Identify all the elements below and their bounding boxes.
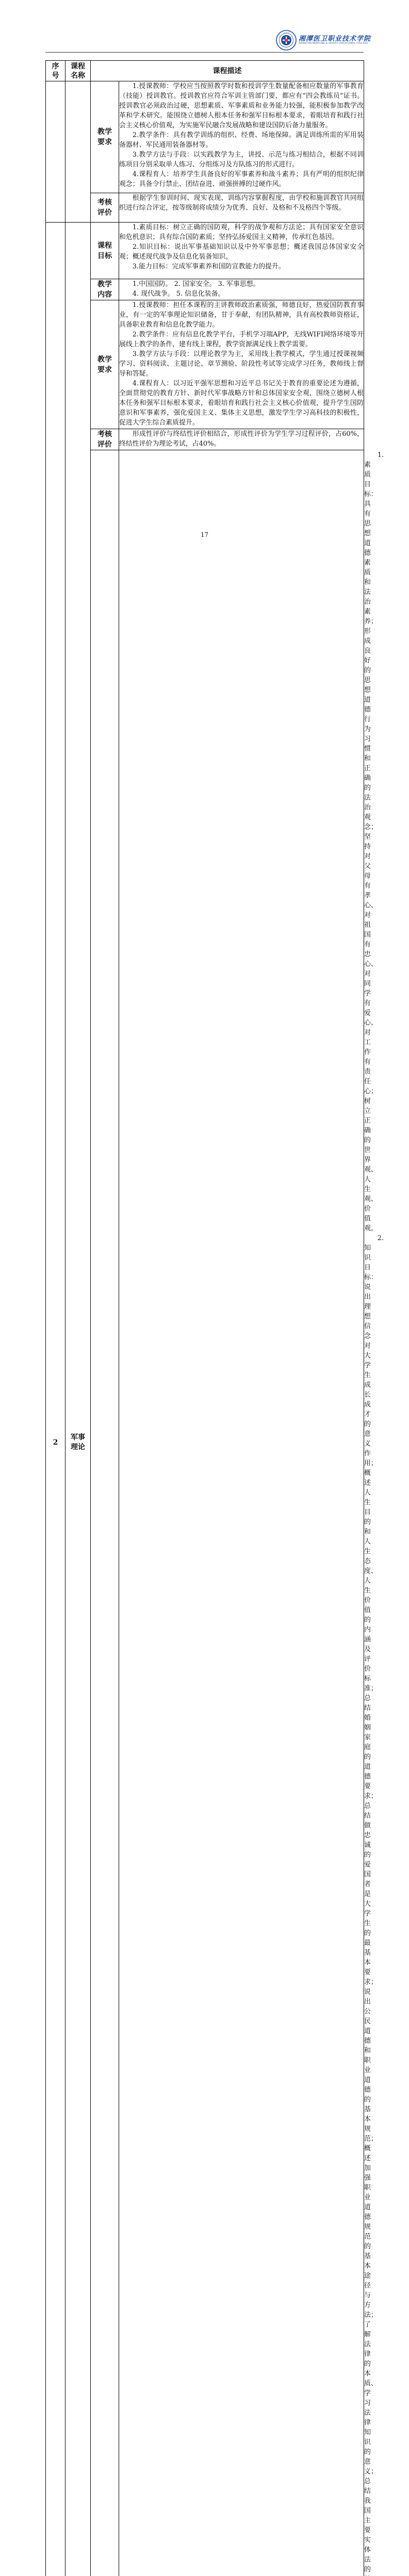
course-name-cell: [119, 450, 364, 2576]
school-name-cn: 湘潭医卫职业技术学院: [299, 33, 371, 43]
row-description: 1.授课教师：担任本课程的主讲教师政治素质强，师德良好，热爱国防教育事业，有一定的军事理论知识储备，甘于奉献，有团队精神，具有高校教师资格证，具备职业教育和信息化教学能力。 2.教学条件：应有信息化教学平台，手机学习端APP，无线WIFI网络环境等开展线上教学的条件，建有线上课程，教学资源满足线上教学需要。 3.教学方法与手段：以理论教学为主，采用线上教学模式，学生通过授课视频学习、资料阅读、主题讨论、章节测验、阶段性考试等完成学习任务，教师线上督导和答疑。 4.课程育人：以习近平强军思想和习近平总书记关于教育的重要论述为遵循，全面贯彻党的教育方针、新时代军事战略方针和总体国家安全观，围绕立德树人根本任务和强军目标根本要求，着眼培育和践行社会主义核心价值观，提升学生国防意识和军事素养，强化爱国主义、集体主义思想，激发学生学习高科技的积极性，促进大学生综合素质提升。: [119, 300, 364, 429]
course-number-cell: [91, 450, 119, 2576]
course-number-cell: [46, 81, 66, 223]
course-table: [45, 60, 364, 2576]
row-label: 考核 评价: [91, 429, 119, 450]
row-label: 教学 要求: [91, 81, 119, 193]
header-course-name: 课程 名称: [66, 61, 91, 81]
table-row: [46, 279, 364, 300]
table-row: 1.素质目标：具有思想道德素质和法治素养；形成良好的思想道德行为习惯和正确的法治观念；坚持对父母有孝心、对祖国有忠心、对同学有爱心、对工作有责任心；树立正确的世界观、人生观、价值观。 2.知识目标：说出理想信念对大学生成长成才的意义作用；概述人生目的和人生态度、人生价值的内涵及评价标准；总结婚姻家庭的道德要求；总结做忠诚的爱国者是大学生的最基本要求；说出公民道德和职业道德的基本规范；概述加强职业道德规范的基本途径与方法；了解法律的本质、学习法律知识的意义；总结我国主要实体法的: [46, 450, 364, 2576]
table-header-row: [46, 61, 364, 81]
row-description: 形成性评价与终结性评价相结合，形成性评价为学生学习过程评价，占60%，终结性评价为理论考试，占40%。: [119, 429, 364, 450]
course-number: 2: [46, 223, 66, 2576]
table-row: [46, 81, 364, 193]
school-name-en: XIANGTAN MEDICINE & HEALTH VOCATIONAL COLLEGE: [299, 42, 368, 45]
row-description: 1.素质目标：树立正确的国防观，科学的战争观和方法论；具有国家安全意识和危机意识；具有综合国防素质；坚持弘扬爱国主义精神，传承红色基因。 2.知识目标：说出军事基础知识以及中外军事思想；概述我国总体国家安全观；概述现代战争及信息化装备知识。 3.能力目标：完成军事素养和国防宣教能力的提升。: [119, 223, 364, 279]
row-description: 根据学生参训时间、现实表现、训练内容掌握程度，由学校和施训教官共同组织进行综合评定，按等级制将成绩分为优秀、良好、及格和不及格四个等级。: [119, 193, 364, 223]
row-description: 1.授课教师：学校应当按照教学时数和授训学生数量配备相应数量的军事教育（技能）授训教官。授训教官应符合军训主管部门要，都应有“四会教练员”证书。授训教官必须政治过硬，思想素质、军事素质和业务能力较强，能积极参加教学改革和学术研究。能围绕立德树人根本任务和强军目标根本要求，着眼培育和践行社会主义核心价值观，为实施军民融合发展战略和建设国防后备力量服务。 2.教学条件：具有教学训练的组织、经费、场地保障。满足训练所需的军用装备器材、军民通用装备器材等。 3.教学方法与手段：以实践教学为主，讲授、示范与练习相结合，根据不同训练项目分别采取单人练习、分组练习及方队练习的形式进行。 4.课程育人：培养学生具备良好的军事素养和战斗素养；具有严明的组织纪律观念；具备令行禁止、团结奋进、顽强拼搏的过硬作风。: [119, 81, 364, 193]
course-name: 军事 理论: [66, 223, 91, 2576]
table-row: [46, 223, 364, 279]
page-number: 17: [0, 531, 409, 538]
table-row: [46, 300, 364, 429]
header-rule: [45, 52, 364, 53]
svg-text:✦ ✦ ✦: ✦ ✦ ✦: [284, 31, 289, 33]
row-label: 考核 评价: [91, 193, 119, 223]
table-row: [46, 429, 364, 450]
row-label: 教学 要求: [91, 300, 119, 429]
header-course-desc: 课程描述: [91, 61, 364, 81]
table-row: [46, 193, 364, 223]
school-seal-icon: [276, 30, 297, 50]
school-logo: [276, 30, 361, 50]
row-label: 教学 内容: [91, 279, 119, 300]
row-description: 1.中国国防。 2. 国家安全。 3. 军事思想。 4. 现代战争。 5. 信息化装备。: [119, 279, 364, 300]
page-header: [45, 28, 364, 53]
course-name-cell: [66, 81, 91, 223]
row-label: 课程 目标: [91, 223, 119, 279]
header-index: 序 号: [46, 61, 66, 81]
